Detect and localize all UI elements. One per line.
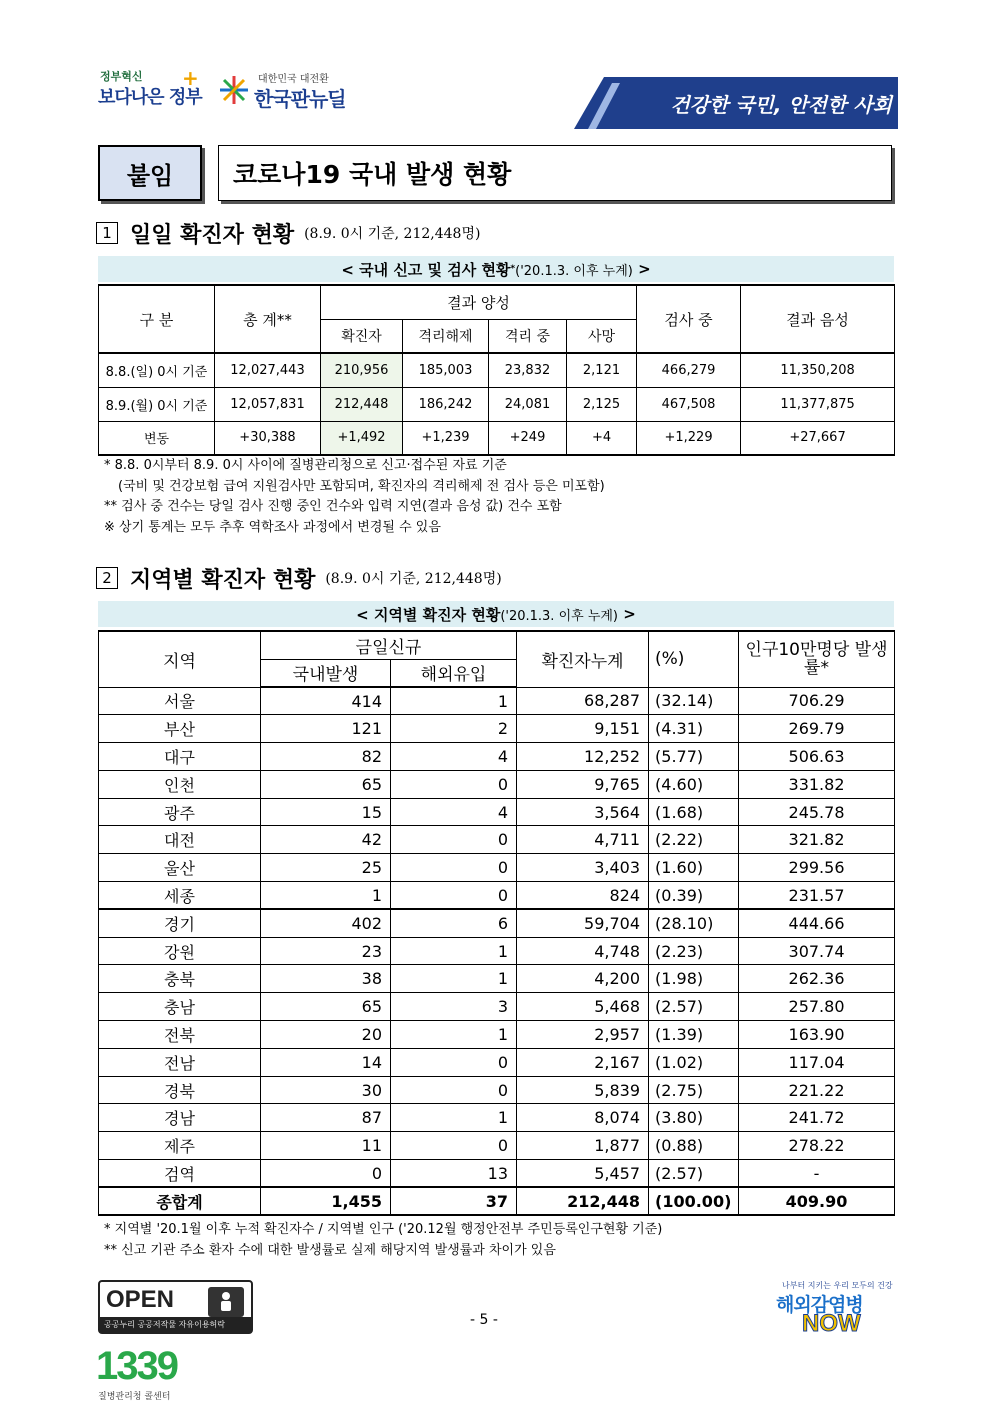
- col-header-deaths: 사망: [567, 319, 637, 353]
- rate: 331.82: [739, 770, 895, 798]
- attribution-icon: [208, 1287, 244, 1317]
- caption1-text: < 국내 신고 및 검사 현황: [341, 260, 511, 279]
- note-line: ※ 상기 통계는 모두 추후 역학조사 과정에서 변경될 수 있음: [104, 519, 441, 535]
- total-domestic: 1,455: [261, 1187, 391, 1215]
- region-name: 전북: [99, 1021, 261, 1049]
- table-header-row: [99, 285, 895, 319]
- total-cumulative: 212,448: [517, 1187, 649, 1215]
- caption1-end: >: [638, 260, 651, 278]
- section1-number: 1: [96, 222, 118, 244]
- table-row: [99, 1104, 895, 1132]
- new-overseas: 6: [391, 909, 517, 937]
- percent: (1.02): [649, 1048, 739, 1076]
- section2-notes: [104, 1220, 662, 1261]
- table-row: [99, 421, 895, 455]
- col-header-gubun: 구 분: [99, 285, 215, 353]
- cumulative: 4,200: [517, 965, 649, 993]
- table-row: [99, 687, 895, 715]
- new-domestic: 20: [261, 1021, 391, 1049]
- cell-total: 12,057,831: [215, 387, 321, 421]
- rate: 321.82: [739, 826, 895, 854]
- table-row: [99, 1160, 895, 1188]
- region-name: 인천: [99, 770, 261, 798]
- cell-testing: 467,508: [637, 387, 741, 421]
- row-label: 변동: [99, 421, 215, 455]
- new-overseas: 1: [391, 965, 517, 993]
- new-domestic: 82: [261, 743, 391, 771]
- cell-released: 186,242: [403, 387, 489, 421]
- rate: 506.63: [739, 743, 895, 771]
- section2-title: 지역별 확진자 현황: [130, 567, 316, 593]
- total-pct: (100.00): [649, 1187, 739, 1215]
- col-header-positive: 결과 양성: [321, 285, 637, 319]
- page-header: [98, 64, 898, 128]
- new-overseas: 1: [391, 937, 517, 965]
- cell-testing: +1,229: [637, 421, 741, 455]
- total-overseas: 37: [391, 1187, 517, 1215]
- total-row: [99, 1187, 895, 1215]
- hotline-logo: [96, 1344, 216, 1402]
- open-license-badge: [98, 1280, 253, 1334]
- new-overseas: 3: [391, 993, 517, 1021]
- new-overseas: 1: [391, 1104, 517, 1132]
- rate: 117.04: [739, 1048, 895, 1076]
- cell-deaths: 2,121: [567, 353, 637, 387]
- region-name: 강원: [99, 937, 261, 965]
- new-domestic: 0: [261, 1160, 391, 1188]
- percent: (5.77): [649, 743, 739, 771]
- col-header-domestic: 국내발생: [261, 659, 391, 687]
- cell-total: 12,027,443: [215, 353, 321, 387]
- cumulative: 3,403: [517, 854, 649, 882]
- table-row: [99, 937, 895, 965]
- section1-subtitle: (8.9. 0시 기준, 212,448명): [304, 226, 481, 242]
- cell-confirmed: 210,956: [321, 353, 403, 387]
- new-domestic: 23: [261, 937, 391, 965]
- cell-negative: +27,667: [741, 421, 895, 455]
- new-overseas: 0: [391, 826, 517, 854]
- region-name: 전남: [99, 1048, 261, 1076]
- cumulative: 824: [517, 882, 649, 910]
- rate: 163.90: [739, 1021, 895, 1049]
- logo2-top-text: 대한민국 대전환: [258, 74, 329, 85]
- table-row: [99, 743, 895, 771]
- cumulative: 9,151: [517, 715, 649, 743]
- cumulative: 2,167: [517, 1048, 649, 1076]
- percent: (2.23): [649, 937, 739, 965]
- note-line: * 지역별 '20.1월 이후 누적 확진자수 / 지역별 인구 ('20.12월 행정안전부 주민등록인구현황 기준): [104, 1222, 663, 1237]
- region-name: 울산: [99, 854, 261, 882]
- col-header-overseas: 해외유입: [391, 659, 517, 687]
- rate: 269.79: [739, 715, 895, 743]
- percent: (2.57): [649, 1160, 739, 1188]
- cumulative: 68,287: [517, 687, 649, 715]
- cell-deaths: +4: [567, 421, 637, 455]
- percent: (0.88): [649, 1132, 739, 1160]
- total-rate: 409.90: [739, 1187, 895, 1215]
- new-overseas: 1: [391, 687, 517, 715]
- new-domestic: 30: [261, 1076, 391, 1104]
- region-name: 부산: [99, 715, 261, 743]
- regional-table-body: [99, 687, 895, 1187]
- table-row: [99, 965, 895, 993]
- new-domestic: 65: [261, 993, 391, 1021]
- col-header-testing: 검사 중: [637, 285, 741, 353]
- rate: 444.66: [739, 909, 895, 937]
- cumulative: 5,839: [517, 1076, 649, 1104]
- region-name: 충남: [99, 993, 261, 1021]
- table-row: [99, 1048, 895, 1076]
- new-domestic: 87: [261, 1104, 391, 1132]
- rate: 299.56: [739, 854, 895, 882]
- percent: (3.80): [649, 1104, 739, 1132]
- percent: (4.31): [649, 715, 739, 743]
- cell-released: +1,239: [403, 421, 489, 455]
- cumulative: 3,564: [517, 798, 649, 826]
- note-line: (국비 및 건강보험 급여 지원검사만 포함되며, 확진자의 격리해제 전 검사 등은 미포함): [118, 478, 605, 494]
- percent: (28.10): [649, 909, 739, 937]
- table-row: [99, 854, 895, 882]
- percent: (1.98): [649, 965, 739, 993]
- table-row: [99, 993, 895, 1021]
- section1-title: 일일 확진자 현황: [130, 222, 295, 248]
- new-domestic: 25: [261, 854, 391, 882]
- new-domestic: 42: [261, 826, 391, 854]
- col-header-rate: 인구10만명당 발생률*: [739, 631, 895, 687]
- table-row: [99, 1132, 895, 1160]
- new-domestic: 65: [261, 770, 391, 798]
- domestic-report-table: [98, 284, 895, 456]
- cumulative: 2,957: [517, 1021, 649, 1049]
- new-overseas: 0: [391, 770, 517, 798]
- col-header-region: 지역: [99, 631, 261, 687]
- rate: 245.78: [739, 798, 895, 826]
- new-domestic: 402: [261, 909, 391, 937]
- new-overseas: 0: [391, 1132, 517, 1160]
- new-overseas: 4: [391, 798, 517, 826]
- plus-icon: +: [182, 66, 199, 90]
- note-line: * 8.8. 0시부터 8.9. 0시 사이에 질병관리청으로 신고·접수된 자료 기준: [104, 458, 507, 473]
- slogan-text: 건강한 국민, 안전한 사회: [670, 93, 892, 117]
- table-row: [99, 826, 895, 854]
- new-domestic: 38: [261, 965, 391, 993]
- rate: 262.36: [739, 965, 895, 993]
- region-name: 충북: [99, 965, 261, 993]
- cell-negative: 11,350,208: [741, 353, 895, 387]
- logo1-top-text: 정부혁신: [100, 70, 143, 83]
- section2-caption: [98, 601, 894, 627]
- table-row: [99, 909, 895, 937]
- new-domestic: 121: [261, 715, 391, 743]
- rate: 257.80: [739, 993, 895, 1021]
- rate: 221.22: [739, 1076, 895, 1104]
- region-name: 세종: [99, 882, 261, 910]
- region-name: 대구: [99, 743, 261, 771]
- rate: 706.29: [739, 687, 895, 715]
- section1-notes: [104, 456, 605, 538]
- region-name: 서울: [99, 687, 261, 715]
- table-row: [99, 798, 895, 826]
- new-overseas: 0: [391, 1076, 517, 1104]
- now-top-text: 나부터 지키는 우리 모두의 건강: [782, 1281, 893, 1290]
- logo1-main-text: 보다나은 정부: [98, 87, 202, 108]
- cell-deaths: 2,125: [567, 387, 637, 421]
- cumulative: 9,765: [517, 770, 649, 798]
- new-domestic: 414: [261, 687, 391, 715]
- table-row: [99, 353, 895, 387]
- caption1-extra: ('20.1.3. 이후 누계): [515, 263, 633, 279]
- cumulative: 59,704: [517, 909, 649, 937]
- percent: (2.22): [649, 826, 739, 854]
- region-name: 제주: [99, 1132, 261, 1160]
- caption1-mark: *: [510, 264, 516, 274]
- slogan-banner: [574, 77, 898, 129]
- title-box: [98, 145, 892, 203]
- percent: (1.39): [649, 1021, 739, 1049]
- overseas-infection-now-logo: [776, 1280, 898, 1338]
- page-title: 코로나19 국내 발생 현황: [218, 145, 892, 201]
- new-domestic: 1: [261, 882, 391, 910]
- rate: 278.22: [739, 1132, 895, 1160]
- new-overseas: 0: [391, 1048, 517, 1076]
- col-header-cumulative: 확진자누계: [517, 631, 649, 687]
- cumulative: 4,711: [517, 826, 649, 854]
- gov-innovation-logo: [98, 68, 208, 120]
- note-line: ** 신고 기관 주소 환자 수에 대한 발생률로 실제 해당지역 발생률과 차이가 있음: [104, 1242, 556, 1258]
- row-label: 8.8.(일) 0시 기준: [99, 353, 215, 387]
- region-name: 검역: [99, 1160, 261, 1188]
- logo2-main-text: 한국판뉴딜: [254, 87, 346, 111]
- percent: (1.68): [649, 798, 739, 826]
- rate: -: [739, 1160, 895, 1188]
- caption2-end: >: [623, 605, 636, 623]
- col-header-total: 총 계**: [215, 285, 321, 353]
- ogl-bar-text: 공공누리 공공저작물 자유이용허락: [100, 1317, 251, 1332]
- cell-testing: 466,279: [637, 353, 741, 387]
- attachment-tag: 붙임: [98, 145, 202, 201]
- rate: 241.72: [739, 1104, 895, 1132]
- percent: (2.57): [649, 993, 739, 1021]
- cell-negative: 11,377,875: [741, 387, 895, 421]
- col-header-pct: (%): [649, 631, 739, 687]
- section2-number: 2: [96, 567, 118, 589]
- new-deal-star-icon: [218, 74, 250, 106]
- cell-confirmed: +1,492: [321, 421, 403, 455]
- region-name: 대전: [99, 826, 261, 854]
- caption2-text: < 지역별 확진자 현황: [356, 605, 501, 624]
- cell-isolating: +249: [489, 421, 567, 455]
- new-domestic: 11: [261, 1132, 391, 1160]
- total-label: 종합계: [99, 1187, 261, 1215]
- new-domestic: 15: [261, 798, 391, 826]
- row-label: 8.9.(월) 0시 기준: [99, 387, 215, 421]
- cumulative: 1,877: [517, 1132, 649, 1160]
- section1-heading: [96, 219, 480, 247]
- percent: (4.60): [649, 770, 739, 798]
- col-header-confirmed: 확진자: [321, 319, 403, 353]
- percent: (2.75): [649, 1076, 739, 1104]
- rate: 307.74: [739, 937, 895, 965]
- percent: (32.14): [649, 687, 739, 715]
- now-sub-text: NOW: [802, 1310, 861, 1337]
- percent: (0.39): [649, 882, 739, 910]
- cell-isolating: 24,081: [489, 387, 567, 421]
- section2-heading: [96, 564, 502, 592]
- cell-confirmed: 212,448: [321, 387, 403, 421]
- col-header-new: 금일신규: [261, 631, 517, 659]
- now-main-text: 해외감염병: [776, 1294, 863, 1316]
- cell-released: 185,003: [403, 353, 489, 387]
- hotline-number: 1339: [96, 1344, 177, 1388]
- caption2-extra: ('20.1.3. 이후 누계): [500, 608, 619, 624]
- cumulative: 5,457: [517, 1160, 649, 1188]
- regional-table: [98, 630, 895, 1216]
- cumulative: 4,748: [517, 937, 649, 965]
- cumulative: 12,252: [517, 743, 649, 771]
- col-header-negative: 결과 음성: [741, 285, 895, 353]
- new-overseas: 0: [391, 854, 517, 882]
- note-line: ** 검사 중 건수는 당일 검사 진행 중인 건수와 입력 지연(결과 음성 값) 건수 포함: [104, 499, 562, 514]
- percent: (1.60): [649, 854, 739, 882]
- cumulative: 8,074: [517, 1104, 649, 1132]
- region-name: 경북: [99, 1076, 261, 1104]
- table-row: [99, 770, 895, 798]
- region-name: 광주: [99, 798, 261, 826]
- table-row: [99, 1076, 895, 1104]
- new-domestic: 14: [261, 1048, 391, 1076]
- rate: 231.57: [739, 882, 895, 910]
- page-number: - 5 -: [470, 1312, 498, 1328]
- hotline-label: 질병관리청 콜센터: [98, 1392, 171, 1402]
- ogl-open-text: OPEN: [106, 1286, 175, 1313]
- region-name: 경기: [99, 909, 261, 937]
- cell-total: +30,388: [215, 421, 321, 455]
- new-overseas: 1: [391, 1021, 517, 1049]
- section2-subtitle: (8.9. 0시 기준, 212,448명): [325, 571, 502, 587]
- region-name: 경남: [99, 1104, 261, 1132]
- cumulative: 5,468: [517, 993, 649, 1021]
- table-row: [99, 1021, 895, 1049]
- col-header-released: 격리해제: [403, 319, 489, 353]
- table-header-row: [99, 631, 895, 659]
- cell-isolating: 23,832: [489, 353, 567, 387]
- new-overseas: 2: [391, 715, 517, 743]
- table-row: [99, 387, 895, 421]
- new-overseas: 13: [391, 1160, 517, 1188]
- new-overseas: 4: [391, 743, 517, 771]
- new-overseas: 0: [391, 882, 517, 910]
- table-row: [99, 882, 895, 910]
- table-row: [99, 715, 895, 743]
- col-header-isolating: 격리 중: [489, 319, 567, 353]
- korean-new-deal-logo: [218, 68, 358, 120]
- section1-caption: [98, 256, 894, 282]
